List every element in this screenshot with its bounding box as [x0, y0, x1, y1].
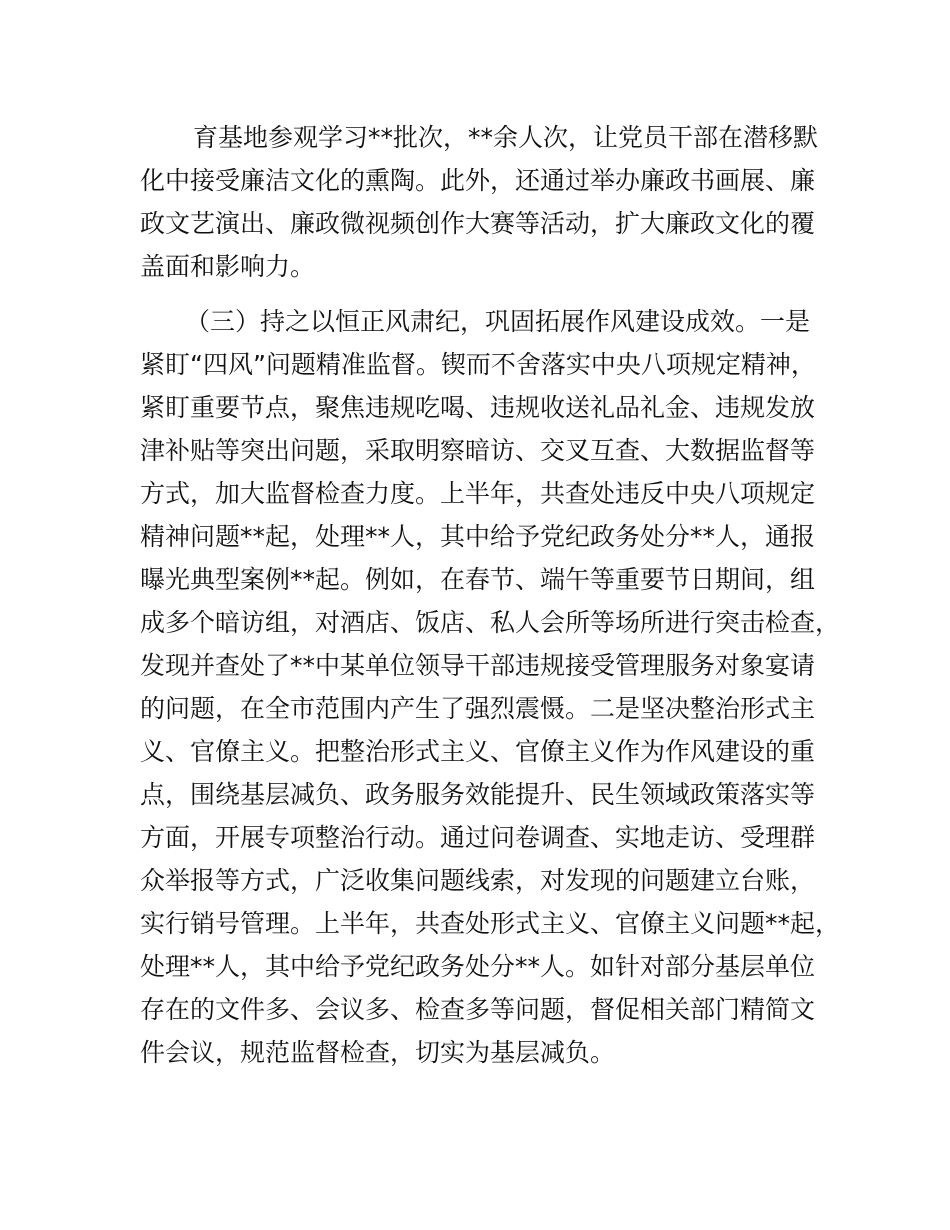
text-line: 件会议，规范监督检查，切实为基层减负。	[140, 1038, 616, 1067]
text-line: 政文艺演出、廉政微视频创作大赛等活动，扩大廉政文化的覆	[140, 209, 816, 238]
text-line: 的问题，在全市范围内产生了强烈震慑。二是坚决整治形式主	[140, 694, 816, 723]
text-line: 义、官僚主义。把整治形式主义、官僚主义作为作风建设的重	[140, 737, 816, 766]
text-line: 精神问题**起，处理**人，其中给予党纪政务处分**人，通报	[140, 522, 816, 551]
text-line: 化中接受廉洁文化的熏陶。此外，还通过举办廉政书画展、廉	[140, 166, 816, 195]
text-line: 点，围绕基层减负、政务服务效能提升、民生领域政策落实等	[140, 780, 816, 809]
text-line: 发现并查处了**中某单位领导干部违规接受管理服务对象宴请	[140, 651, 816, 680]
text-line: 方式，加大监督检查力度。上半年，共查处违反中央八项规定	[140, 479, 816, 508]
text-line: 存在的文件多、会议多、检查多等问题，督促相关部门精简文	[140, 995, 816, 1024]
text-line: 紧盯“四风”问题精准监督。锲而不舍落实中央八项规定精神，	[140, 350, 816, 379]
text-line: 处理**人，其中给予党纪政务处分**人。如针对部分基层单位	[140, 952, 816, 981]
text-line: 成多个暗访组，对酒店、饭店、私人会所等场所进行突击检查，	[140, 608, 841, 637]
text-line: 众举报等方式，广泛收集问题线索，对发现的问题建立台账，	[140, 866, 816, 895]
text-line: 盖面和影响力。	[140, 252, 316, 281]
text-line: （三）持之以恒正风肃纪，巩固拓展作风建设成效。一是	[185, 307, 811, 336]
text-line: 津补贴等突出问题，采取明察暗访、交叉互查、大数据监督等	[140, 436, 816, 465]
text-line: 紧盯重要节点，聚焦违规吃喝、违规收送礼品礼金、违规发放	[140, 393, 816, 422]
text-line: 曝光典型案例**起。例如，在春节、端午等重要节日期间，组	[140, 565, 816, 594]
text-line: 实行销号管理。上半年，共查处形式主义、官僚主义问题**起，	[140, 909, 841, 938]
text-line: 育基地参观学习**批次，**余人次，让党员干部在潜移默	[193, 123, 819, 152]
text-line: 方面，开展专项整治行动。通过问卷调查、实地走访、受理群	[140, 823, 816, 852]
